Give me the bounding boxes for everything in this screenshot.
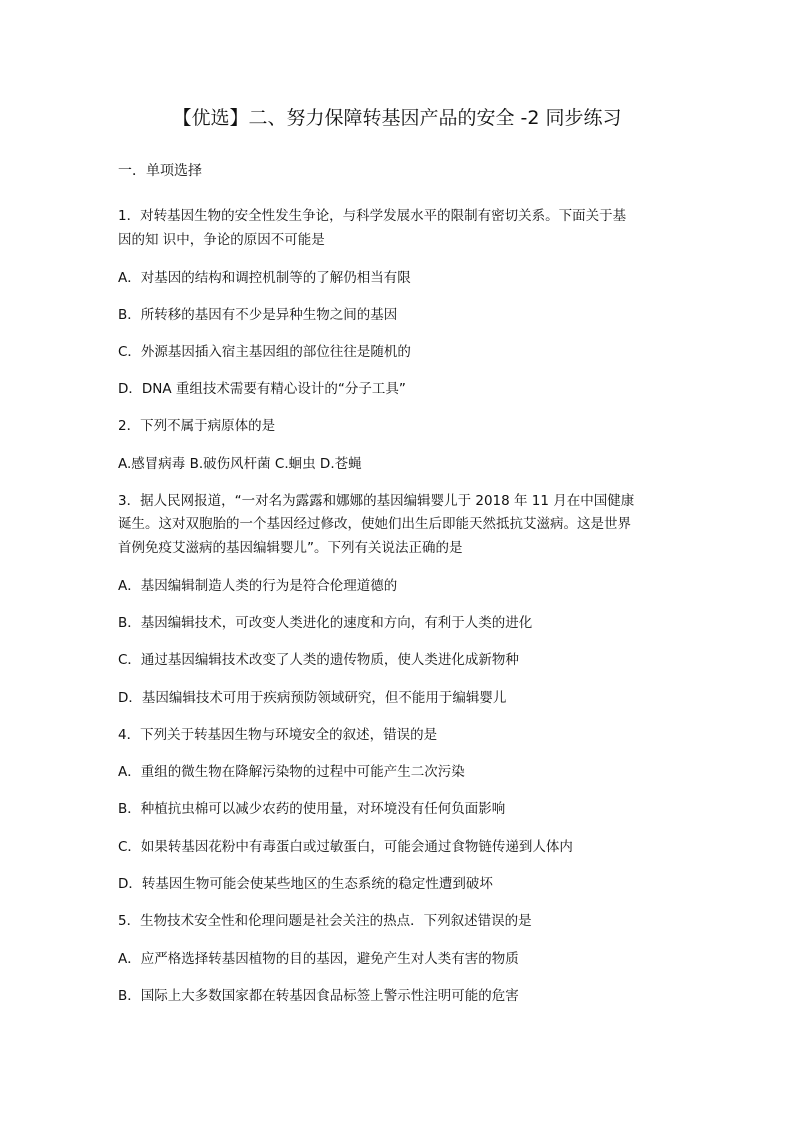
text-line: 4．下列关于转基因生物与环境安全的叙述，错误的是	[118, 727, 438, 743]
text-line: 首例免疫艾滋病的基因编辑婴儿”。下列有关说法正确的是	[118, 540, 463, 556]
text-line: C．通过基因编辑技术改变了人类的遗传物质，使人类进化成新物种	[118, 652, 519, 668]
text-line: B．基因编辑技术，可改变人类进化的速度和方向，有利于人类的进化	[118, 615, 533, 631]
text-line: B．所转移的基因有不少是异种生物之间的基因	[118, 307, 398, 323]
document-title: 【优选】二、努力保障转基因产品的安全 -2 同步练习	[172, 107, 622, 129]
text-line: A．重组的微生物在降解污染物的过程中可能产生二次污染	[118, 764, 465, 780]
text-line: 诞生。这对双胞胎的一个基因经过修改，使她们出生后即能天然抵抗艾滋病。这是世界	[118, 516, 631, 532]
text-line: A．基因编辑制造人类的行为是符合伦理道德的	[118, 578, 398, 594]
text-line: B．种植抗虫棉可以减少农药的使用量，对环境没有任何负面影响	[118, 801, 506, 817]
text-line: C．如果转基因花粉中有毒蛋白或过敏蛋白，可能会通过食物链传递到人体内	[118, 839, 573, 855]
text-line: 5．生物技术安全性和伦理问题是社会关注的热点．下列叙述错误的是	[118, 913, 532, 929]
text-line: A．对基因的结构和调控机制等的了解仍相当有限	[118, 270, 411, 286]
text-line: D．DNA 重组技术需要有精心设计的“分子工具”	[118, 381, 406, 397]
text-line: C．外源基因插入宿主基因组的部位往往是随机的	[118, 344, 411, 360]
text-line: A．应严格选择转基因植物的目的基因，避免产生对人类有害的物质	[118, 951, 519, 967]
text-line: 2．下列不属于病原体的是	[118, 418, 276, 434]
text-line: B．国际上大多数国家都在转基因食品标签上警示性注明可能的危害	[118, 988, 519, 1004]
text-line: D．基因编辑技术可用于疾病预防领域研究，但不能用于编辑婴儿	[118, 690, 507, 706]
section-heading: 一．单项选择	[118, 163, 202, 179]
text-line: A.感冒病毒 B.破伤风杆菌 C.蛔虫 D.苍蝇	[118, 456, 362, 472]
text-line: 1．对转基因生物的安全性发生争论，与科学发展水平的限制有密切关系。下面关于基	[118, 208, 627, 224]
text-line: 3．据人民网报道，“一对名为露露和娜娜的基因编辑婴儿于 2018 年 11 月在中国健康	[118, 493, 635, 509]
text-line: D．转基因生物可能会使某些地区的生态系统的稳定性遭到破坏	[118, 876, 493, 892]
text-line: 因的知 识中，争论的原因不可能是	[118, 232, 325, 248]
